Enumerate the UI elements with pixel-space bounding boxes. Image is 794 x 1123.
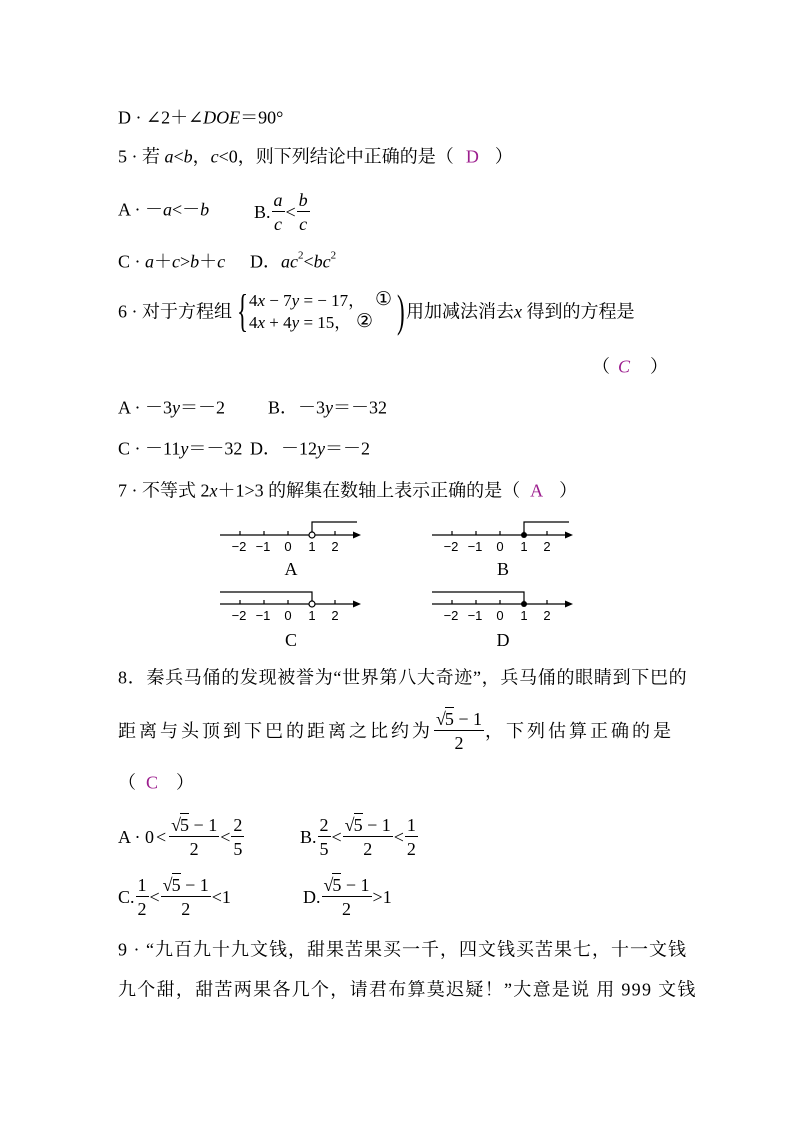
tick-label: 1 — [308, 539, 316, 554]
q5-option-c-text: C · — [118, 251, 145, 272]
q8-option-a-label: A · 0 — [118, 826, 154, 847]
q5-option-c — [118, 252, 225, 273]
ratio-denominator: 2 — [342, 899, 352, 919]
q5-option-d-label: D． — [250, 251, 281, 272]
q5-close-paren: ） — [494, 146, 513, 167]
tick-label: −2 — [443, 539, 459, 554]
circled-two: ② — [356, 310, 374, 333]
q5-var-b: b — [183, 146, 193, 167]
fraction-denominator: c — [299, 214, 308, 234]
eq-text: = 15， — [299, 313, 352, 333]
fraction-numerator: 2 — [233, 815, 243, 835]
option-label: D — [496, 630, 510, 650]
fraction-denominator: c — [274, 214, 283, 234]
q6-option-d-var: y — [317, 438, 325, 459]
radicand: 5 — [353, 815, 363, 835]
q8-stem-text: 距离与头顶到下巴的距离之比约为 — [118, 720, 433, 741]
q9-stem-line-1 — [118, 940, 687, 961]
fraction-numerator: a — [273, 190, 283, 210]
q5-option-b-label: B. — [254, 201, 271, 222]
q5-stem-text: ， — [192, 146, 211, 167]
eq-text: 4 — [249, 313, 258, 333]
fraction — [136, 876, 149, 918]
ratio-numerator — [322, 876, 372, 897]
q6-answer-bracket — [592, 357, 668, 378]
fraction — [405, 816, 418, 858]
q6-stem-text: 6 · 对于方程组 — [118, 301, 232, 322]
eq-text: = − 17， — [299, 291, 366, 311]
tick-label: −1 — [255, 608, 271, 623]
q6-equation-2-number — [356, 311, 373, 333]
number-line-option-b — [427, 515, 577, 579]
fraction-numerator: 2 — [319, 815, 329, 835]
tick-label: 0 — [496, 608, 504, 623]
q8-stem-text: ，下列估算正确的是 — [485, 720, 675, 741]
q5-var-a: a — [164, 146, 174, 167]
fraction-numerator: b — [298, 190, 308, 210]
eq-var-x: x — [257, 313, 266, 333]
relation: < — [220, 826, 231, 847]
ratio-numerator — [169, 816, 219, 837]
eq-text: 4 — [249, 291, 258, 311]
q5-option-c-var: b — [190, 251, 200, 272]
open-endpoint — [309, 601, 315, 607]
relation: < — [331, 826, 342, 847]
q5-option-b-fraction-2 — [297, 191, 310, 233]
q7-stem-text: ＋1>3 的解集在数轴上表示正确的是（ — [217, 480, 521, 501]
tick-label: 0 — [284, 539, 292, 554]
fraction — [318, 816, 331, 858]
q5-var-c: c — [210, 146, 219, 167]
q5-option-a-var: b — [200, 199, 210, 220]
q6-option-b-text: B．－3 — [268, 397, 326, 418]
q7-stem — [118, 481, 577, 502]
q8-option-b-label: B. — [300, 826, 317, 847]
ratio-fraction — [169, 816, 219, 858]
relation: <1 — [211, 886, 231, 907]
radical-sign: √ — [323, 875, 334, 895]
q5-option-c-var: c — [217, 251, 226, 272]
ratio-numerator — [434, 710, 484, 731]
q5-option-d-exponent: 2 — [298, 249, 304, 262]
ratio-fraction — [322, 876, 372, 918]
q6-option-c-text: C · －11 — [118, 438, 181, 459]
q5-stem-text: <0，则下列结论中正确的是（ — [218, 146, 454, 167]
q6-option-a-text: A · －3 — [118, 397, 172, 418]
q6-option-a-var: y — [172, 397, 180, 418]
circled-one: ① — [375, 288, 393, 311]
tick-label: 2 — [331, 608, 339, 623]
q5-option-c-text: > — [180, 251, 191, 272]
q8-answer: C — [146, 772, 159, 793]
fraction-denominator: 2 — [137, 899, 147, 919]
q5-option-a-text: <－ — [172, 199, 201, 220]
open-paren: （ — [118, 772, 136, 793]
left-brace: { — [237, 285, 249, 336]
solution-ray — [312, 522, 357, 532]
close-paren: ） — [176, 772, 195, 793]
fraction-denominator: 5 — [319, 839, 329, 859]
q8-answer-bracket — [118, 773, 194, 794]
q6-stem-end-text: 得到的方程是 — [522, 301, 635, 322]
relation: >1 — [372, 886, 392, 907]
q6-option-d-text: D．－12 — [250, 438, 317, 459]
fraction-denominator: 5 — [233, 839, 243, 859]
relation: < — [149, 886, 160, 907]
relation: < — [156, 826, 167, 847]
q6-option-a-text: ＝－2 — [180, 397, 225, 418]
eq-text: − 7 — [265, 291, 292, 311]
tick-label: 1 — [308, 608, 316, 623]
tick-label: 1 — [520, 539, 528, 554]
q6-stem-end-text: 用加减法消去 — [406, 301, 514, 322]
option-label: A — [284, 559, 298, 579]
fraction-numerator: 1 — [137, 875, 147, 895]
q5-answer: D — [465, 146, 479, 167]
q5-option-d-exponent: 2 — [330, 249, 337, 262]
eq-text: + 4 — [265, 313, 292, 333]
q8-option-b — [300, 816, 419, 858]
solution-ray — [220, 592, 312, 601]
closed-endpoint — [521, 601, 527, 607]
q6-option-d — [250, 439, 370, 460]
q5-option-a-var: a — [163, 199, 172, 220]
close-paren: ） — [650, 356, 669, 377]
tick-label: −1 — [467, 608, 483, 623]
fraction-denominator: 2 — [406, 839, 416, 859]
number-line-option-a — [215, 515, 365, 579]
radical-sign: √ — [171, 815, 182, 835]
tick-label: −1 — [255, 539, 271, 554]
q5-stem — [118, 147, 513, 168]
numerator-rest: − 1 — [453, 709, 483, 729]
q8-option-c — [118, 876, 231, 918]
tick-label: −1 — [467, 539, 483, 554]
ratio-numerator — [161, 876, 211, 897]
option-label: C — [284, 630, 298, 650]
eq-var-y: y — [291, 291, 300, 311]
q5-option-a — [118, 200, 209, 221]
q4-option-d-value: ＝90° — [240, 107, 284, 128]
q5-stem-text: 5 · 若 — [118, 146, 165, 167]
q5-option-d-relation: < — [303, 251, 314, 272]
open-paren: （ — [592, 356, 610, 377]
q7-stem-text: 7 · 不等式 2 — [118, 480, 210, 501]
open-endpoint — [309, 532, 315, 538]
q4-option-d-angle-name: DOE — [203, 107, 241, 128]
q5-option-d-var: bc — [313, 251, 331, 272]
numerator-rest: − 1 — [341, 875, 370, 895]
radical-sign: √ — [162, 875, 173, 895]
numerator-rest: − 1 — [189, 815, 218, 835]
tick-label: 2 — [331, 539, 339, 554]
ratio-denominator: 2 — [454, 733, 464, 753]
q5-option-d — [250, 249, 337, 273]
q9-stem-text: 九个甜，甜苦两果各几个，请君布算莫迟疑！”大意是说 用 999 文钱 — [118, 979, 697, 1000]
radicand: 5 — [171, 875, 181, 895]
q5-option-b-fraction-1 — [272, 191, 285, 233]
q6-equation-1-number — [375, 289, 392, 311]
q6-stem-end — [406, 302, 635, 323]
q9-stem-line-2 — [118, 980, 697, 1001]
q6-option-c — [118, 439, 242, 460]
radical-sign: √ — [436, 709, 446, 729]
q8-stem-line-1 — [118, 668, 687, 689]
right-bracket: ) — [397, 285, 405, 336]
fraction — [231, 816, 244, 858]
tick-label: −2 — [231, 539, 247, 554]
axis-arrow — [565, 601, 573, 608]
q6-option-c-text: ＝－32 — [188, 438, 243, 459]
q5-option-b — [254, 191, 311, 233]
q9-stem-text: 9 · “九百九十九文钱，甜果苦果买一千，四文钱买苦果七，十一文钱 — [118, 939, 687, 960]
q4-option-d-text: D · ∠2＋∠ — [118, 107, 204, 128]
q5-option-c-text: ＋ — [154, 251, 172, 272]
numerator-rest: − 1 — [180, 875, 209, 895]
axis-arrow — [353, 601, 361, 608]
q6-answer: C — [618, 356, 631, 377]
q6-left-brace — [237, 285, 249, 336]
q5-option-b-relation: < — [285, 201, 296, 222]
radical-sign: √ — [344, 815, 355, 835]
q6-right-bracket — [397, 285, 405, 336]
q6-equation-1 — [249, 291, 365, 311]
q7-close-paren: ） — [559, 480, 578, 501]
q8-option-c-label: C. — [118, 886, 135, 907]
ratio-numerator — [343, 816, 393, 837]
ratio-denominator: 2 — [363, 839, 373, 859]
q7-var-x: x — [209, 480, 218, 501]
radicand: 5 — [180, 815, 190, 835]
q6-option-b-var: y — [325, 397, 334, 418]
ratio-fraction — [434, 710, 484, 752]
axis-arrow — [353, 532, 361, 539]
q5-option-a-text: A · － — [118, 199, 163, 220]
number-line-option-d — [427, 584, 577, 650]
q5-stem-text: < — [173, 146, 184, 167]
q5-option-c-var: c — [172, 251, 180, 272]
q6-option-c-var: y — [180, 438, 189, 459]
q8-option-d — [303, 876, 392, 918]
eq-var-y: y — [291, 313, 300, 333]
number-line-option-c — [215, 584, 365, 650]
relation: < — [393, 826, 404, 847]
q6-stem — [118, 302, 232, 323]
numerator-rest: − 1 — [362, 815, 391, 835]
q7-answer: A — [530, 480, 544, 501]
tick-label: 0 — [496, 539, 504, 554]
radicand: 5 — [332, 875, 342, 895]
solution-ray — [432, 592, 524, 604]
closed-endpoint — [521, 532, 527, 538]
q6-option-b-text: ＝－32 — [333, 397, 388, 418]
q6-var-x: x — [514, 301, 522, 322]
q6-option-d-text: ＝－2 — [325, 438, 370, 459]
radicand: 5 — [444, 709, 454, 729]
axis-arrow — [565, 532, 573, 539]
q5-option-d-var: ac — [281, 251, 298, 272]
fraction-numerator: 1 — [406, 815, 416, 835]
ratio-fraction — [343, 816, 393, 858]
ratio-denominator: 2 — [189, 839, 199, 859]
q5-option-c-var: a — [145, 251, 154, 272]
q4-option-d — [118, 108, 283, 129]
tick-label: −2 — [443, 608, 459, 623]
ratio-denominator: 2 — [181, 899, 191, 919]
q6-option-a — [118, 398, 225, 419]
q8-option-a — [118, 816, 245, 858]
q8-stem-text: 8．秦兵马俑的发现被誉为“世界第八大奇迹”，兵马俑的眼睛到下巴的 — [118, 667, 688, 688]
q6-option-b — [268, 398, 387, 419]
q6-equation-2 — [249, 313, 351, 333]
tick-label: −2 — [231, 608, 247, 623]
q8-stem-line-2 — [118, 710, 674, 752]
eq-var-x: x — [257, 291, 266, 311]
tick-label: 1 — [520, 608, 528, 623]
q5-option-c-text: ＋ — [199, 251, 218, 272]
tick-label: 2 — [543, 539, 551, 554]
tick-label: 0 — [284, 608, 292, 623]
tick-label: 2 — [543, 608, 551, 623]
q8-option-d-label: D. — [303, 886, 321, 907]
option-label: B — [496, 559, 510, 579]
ratio-fraction — [161, 876, 211, 918]
